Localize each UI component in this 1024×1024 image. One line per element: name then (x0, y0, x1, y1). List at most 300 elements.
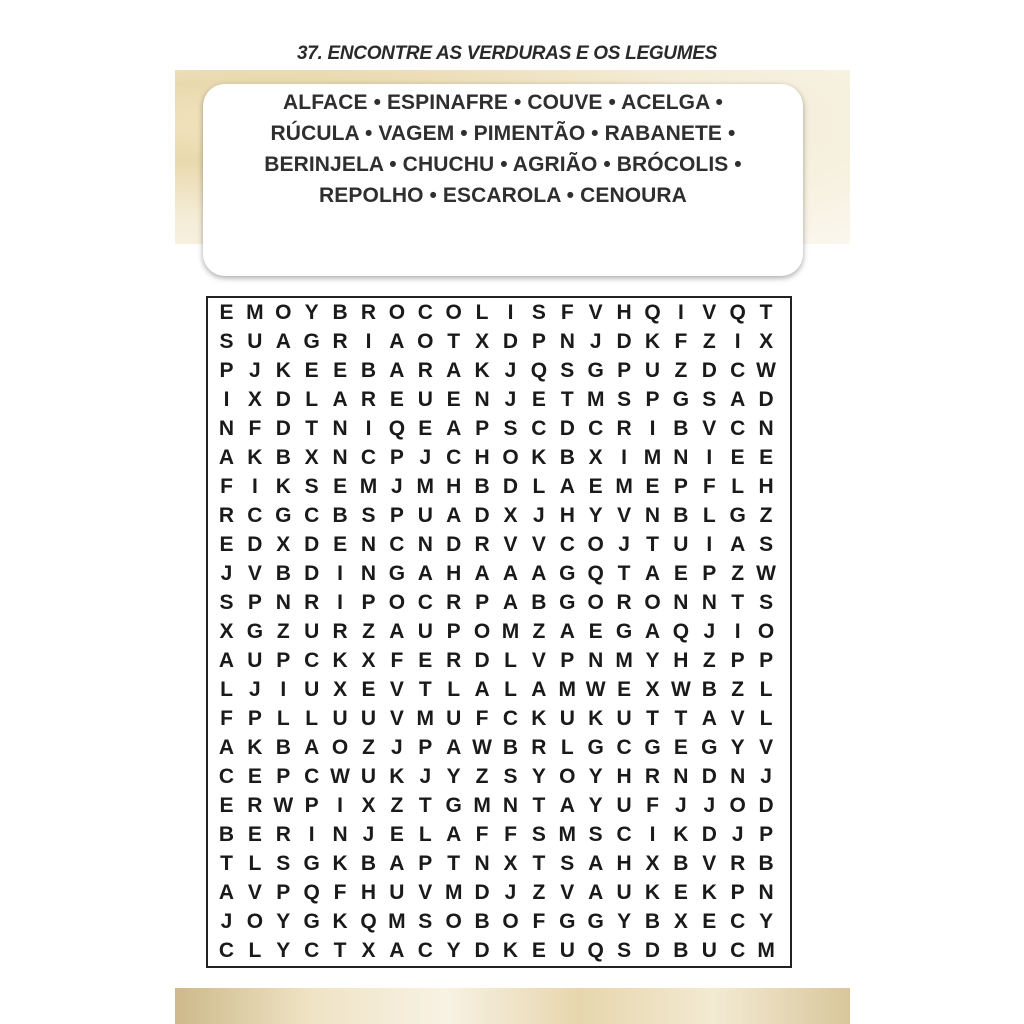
grid-letter[interactable]: E (730, 446, 745, 469)
grid-letter[interactable]: D (758, 794, 774, 817)
grid-letter[interactable]: Z (731, 562, 745, 585)
grid-letter[interactable]: U (304, 620, 320, 643)
grid-letter[interactable]: P (304, 794, 319, 817)
grid-letter[interactable]: C (247, 504, 263, 527)
grid-letter[interactable]: I (365, 330, 372, 353)
grid-letter[interactable]: Y (730, 736, 745, 759)
grid-letter[interactable]: K (247, 446, 263, 469)
grid-letter[interactable]: F (532, 910, 546, 933)
grid-letter[interactable]: C (531, 417, 547, 440)
grid-letter[interactable]: Q (587, 939, 604, 962)
grid-letter[interactable]: F (333, 881, 347, 904)
grid-letter[interactable]: G (559, 562, 576, 585)
grid-letter[interactable]: Y (588, 504, 603, 527)
grid-letter[interactable]: E (759, 446, 774, 469)
grid-letter[interactable]: J (618, 533, 630, 556)
grid-letter[interactable]: A (446, 736, 462, 759)
grid-letter[interactable]: O (587, 591, 604, 614)
grid-letter[interactable]: Z (362, 620, 375, 643)
grid-letter[interactable]: T (646, 533, 659, 556)
grid-letter[interactable]: G (275, 504, 292, 527)
grid-letter[interactable]: L (305, 388, 319, 411)
grid-letter[interactable]: E (219, 794, 234, 817)
grid-letter[interactable]: E (673, 562, 688, 585)
grid-letter[interactable]: Q (303, 881, 320, 904)
grid-letter[interactable]: Q (388, 417, 406, 440)
grid-letter[interactable]: C (417, 939, 433, 962)
grid-letter[interactable]: M (558, 678, 577, 701)
grid-letter[interactable]: A (730, 533, 746, 556)
grid-letter[interactable]: L (305, 707, 319, 730)
grid-letter[interactable]: P (361, 591, 376, 614)
grid-letter[interactable]: K (474, 359, 490, 382)
grid-letter[interactable]: E (446, 388, 461, 411)
grid-letter[interactable]: O (729, 794, 746, 817)
grid-letter[interactable]: L (248, 939, 262, 962)
grid-letter[interactable]: R (360, 301, 377, 324)
grid-letter[interactable]: I (621, 446, 628, 469)
grid-letter[interactable]: L (759, 678, 773, 701)
grid-letter[interactable]: U (644, 359, 661, 382)
grid-letter[interactable]: V (389, 678, 404, 701)
grid-letter[interactable]: I (251, 475, 258, 498)
grid-letter[interactable]: N (332, 823, 348, 846)
grid-letter[interactable]: Y (645, 649, 660, 672)
grid-letter[interactable]: I (649, 417, 656, 440)
grid-letter[interactable]: B (644, 910, 661, 933)
grid-letter[interactable]: X (588, 446, 603, 469)
grid-letter[interactable]: Q (729, 301, 746, 324)
grid-letter[interactable]: I (677, 301, 684, 324)
grid-letter[interactable]: I (706, 446, 713, 469)
grid-letter[interactable]: V (560, 881, 575, 904)
grid-letter[interactable]: T (532, 852, 546, 875)
grid-letter[interactable]: V (247, 881, 262, 904)
grid-letter[interactable]: E (219, 301, 234, 324)
grid-letter[interactable]: C (616, 736, 632, 759)
grid-letter[interactable]: H (673, 649, 689, 672)
grid-letter[interactable]: C (218, 939, 235, 962)
grid-letter[interactable]: V (531, 533, 546, 556)
grid-letter[interactable]: H (446, 562, 462, 585)
grid-letter[interactable]: U (247, 649, 263, 672)
grid-letter[interactable]: U (701, 939, 717, 962)
grid-letter[interactable]: I (365, 417, 372, 440)
grid-letter[interactable]: B (673, 417, 689, 440)
grid-letter[interactable]: L (418, 823, 432, 846)
grid-letter[interactable]: I (308, 823, 315, 846)
grid-letter[interactable]: D (275, 388, 291, 411)
grid-letter[interactable]: B (474, 910, 490, 933)
grid-letter[interactable]: P (247, 591, 262, 614)
grid-letter[interactable]: T (418, 794, 432, 817)
grid-letter[interactable]: H (758, 475, 774, 498)
grid-letter[interactable]: R (446, 649, 462, 672)
grid-letter[interactable]: C (417, 591, 433, 614)
grid-letter[interactable]: Z (532, 620, 546, 643)
grid-letter[interactable]: N (474, 388, 490, 411)
grid-letter[interactable]: S (503, 417, 518, 440)
grid-letter[interactable]: L (220, 678, 233, 701)
grid-letter[interactable]: H (360, 881, 377, 904)
grid-letter[interactable]: Z (532, 881, 546, 904)
grid-letter[interactable]: Q (672, 620, 690, 643)
grid-letter[interactable]: P (446, 620, 461, 643)
grid-letter[interactable]: J (533, 504, 545, 527)
grid-letter[interactable]: J (589, 330, 602, 353)
grid-letter[interactable]: K (644, 881, 661, 904)
grid-letter[interactable]: O (445, 301, 462, 324)
grid-letter[interactable]: D (474, 939, 490, 962)
grid-letter[interactable]: K (502, 939, 519, 962)
grid-letter[interactable]: R (332, 620, 348, 643)
grid-letter[interactable]: A (218, 881, 235, 904)
grid-letter[interactable]: B (218, 823, 235, 846)
grid-letter[interactable]: E (333, 475, 348, 498)
grid-letter[interactable]: B (531, 591, 547, 614)
grid-letter[interactable]: G (701, 736, 718, 759)
grid-letter[interactable]: B (474, 475, 490, 498)
grid-letter[interactable]: R (616, 417, 632, 440)
grid-letter[interactable]: X (503, 504, 518, 527)
grid-letter[interactable]: D (474, 649, 490, 672)
grid-letter[interactable]: S (702, 388, 717, 411)
grid-letter[interactable]: R (616, 591, 632, 614)
grid-letter[interactable]: V (759, 736, 774, 759)
grid-letter[interactable]: K (389, 765, 405, 788)
grid-letter[interactable]: D (701, 359, 717, 382)
grid-letter[interactable]: F (646, 794, 659, 817)
grid-letter[interactable]: T (560, 388, 574, 411)
grid-letter[interactable]: L (731, 475, 745, 498)
grid-letter[interactable]: W (330, 765, 350, 788)
grid-letter[interactable]: P (389, 504, 404, 527)
grid-letter[interactable]: F (220, 707, 233, 730)
grid-letter[interactable]: E (673, 881, 688, 904)
grid-letter[interactable]: Z (276, 620, 290, 643)
grid-letter[interactable]: D (701, 765, 717, 788)
grid-letter[interactable]: T (305, 417, 319, 440)
grid-letter[interactable]: T (418, 678, 432, 701)
grid-letter[interactable]: E (588, 475, 603, 498)
grid-letter[interactable]: K (673, 823, 689, 846)
grid-letter[interactable]: X (645, 852, 660, 875)
grid-letter[interactable]: F (702, 475, 716, 498)
grid-letter[interactable]: O (417, 330, 434, 353)
grid-letter[interactable]: T (674, 707, 688, 730)
grid-letter[interactable]: M (757, 939, 775, 962)
grid-letter[interactable]: X (247, 388, 262, 411)
grid-letter[interactable]: J (391, 475, 403, 498)
grid-letter[interactable]: P (531, 330, 546, 353)
grid-letter[interactable]: R (417, 359, 433, 382)
grid-letter[interactable]: U (417, 388, 433, 411)
grid-letter[interactable]: A (588, 852, 604, 875)
grid-letter[interactable]: L (248, 852, 262, 875)
grid-letter[interactable]: N (673, 591, 689, 614)
grid-letter[interactable]: W (756, 562, 776, 585)
grid-letter[interactable]: R (644, 765, 661, 788)
grid-letter[interactable]: U (616, 881, 632, 904)
grid-letter[interactable]: E (531, 939, 546, 962)
grid-letter[interactable]: G (587, 910, 604, 933)
grid-letter[interactable]: I (507, 301, 514, 324)
grid-letter[interactable]: Z (731, 678, 745, 701)
grid-letter[interactable]: O (388, 591, 406, 614)
grid-letter[interactable]: M (615, 649, 633, 672)
grid-letter[interactable]: G (644, 736, 661, 759)
grid-letter[interactable]: S (219, 591, 234, 614)
grid-letter[interactable]: E (588, 620, 603, 643)
grid-letter[interactable]: A (332, 388, 348, 411)
grid-letter[interactable]: E (247, 765, 262, 788)
grid-letter[interactable]: K (332, 852, 348, 875)
grid-letter[interactable]: P (673, 475, 688, 498)
grid-letter[interactable]: W (273, 794, 294, 817)
grid-letter[interactable]: V (531, 649, 546, 672)
grid-letter[interactable]: J (220, 910, 233, 933)
grid-letter[interactable]: M (558, 823, 577, 846)
grid-letter[interactable]: T (617, 562, 631, 585)
grid-letter[interactable]: H (559, 504, 575, 527)
grid-letter[interactable]: N (701, 591, 717, 614)
grid-letter[interactable]: Y (531, 765, 546, 788)
grid-letter[interactable]: C (304, 939, 320, 962)
grid-letter[interactable]: D (559, 417, 575, 440)
grid-letter[interactable]: Z (362, 736, 375, 759)
grid-letter[interactable]: C (588, 417, 604, 440)
grid-letter[interactable]: U (389, 881, 405, 904)
grid-letter[interactable]: I (734, 330, 741, 353)
grid-letter[interactable]: P (560, 649, 575, 672)
grid-letter[interactable]: R (218, 504, 235, 527)
grid-letter[interactable]: N (360, 533, 377, 556)
grid-letter[interactable]: U (616, 707, 632, 730)
grid-letter[interactable]: G (729, 504, 746, 527)
grid-letter[interactable]: J (419, 446, 432, 469)
grid-letter[interactable]: G (303, 330, 320, 353)
grid-letter[interactable]: A (531, 562, 547, 585)
grid-letter[interactable]: B (673, 504, 689, 527)
grid-letter[interactable]: O (502, 446, 519, 469)
grid-letter[interactable]: F (248, 417, 262, 440)
grid-letter[interactable]: C (730, 359, 746, 382)
grid-letter[interactable]: M (586, 388, 605, 411)
grid-letter[interactable]: M (416, 707, 435, 730)
grid-letter[interactable]: A (218, 736, 235, 759)
grid-letter[interactable]: L (504, 649, 517, 672)
grid-letter[interactable]: K (531, 707, 547, 730)
grid-letter[interactable]: P (730, 881, 745, 904)
grid-letter[interactable]: I (649, 823, 656, 846)
grid-letter[interactable]: E (645, 475, 660, 498)
grid-letter[interactable]: N (673, 446, 689, 469)
grid-letter[interactable]: A (474, 562, 490, 585)
grid-letter[interactable]: K (531, 446, 547, 469)
grid-letter[interactable]: B (275, 736, 291, 759)
grid-letter[interactable]: K (588, 707, 604, 730)
grid-letter[interactable]: M (416, 475, 435, 498)
grid-letter[interactable]: G (587, 736, 604, 759)
grid-letter[interactable]: M (615, 475, 633, 498)
grid-letter[interactable]: J (391, 736, 403, 759)
grid-letter[interactable]: I (734, 620, 741, 643)
grid-letter[interactable]: H (616, 301, 632, 324)
grid-letter[interactable]: U (304, 678, 320, 701)
grid-letter[interactable]: U (247, 330, 263, 353)
grid-letter[interactable]: U (616, 794, 632, 817)
grid-letter[interactable]: C (417, 301, 433, 324)
grid-letter[interactable]: C (730, 910, 746, 933)
grid-letter[interactable]: S (617, 388, 632, 411)
grid-letter[interactable]: T (646, 707, 659, 730)
grid-letter[interactable]: L (759, 707, 773, 730)
grid-letter[interactable]: I (706, 533, 713, 556)
grid-letter[interactable]: X (361, 794, 376, 817)
grid-letter[interactable]: G (615, 620, 633, 643)
grid-letter[interactable]: C (446, 446, 462, 469)
grid-letter[interactable]: S (617, 939, 632, 962)
grid-letter[interactable]: A (588, 881, 604, 904)
grid-letter[interactable]: O (644, 591, 661, 614)
grid-letter[interactable]: D (644, 939, 661, 962)
grid-letter[interactable]: X (219, 620, 234, 643)
grid-letter[interactable]: K (701, 881, 717, 904)
grid-letter[interactable]: C (304, 504, 320, 527)
grid-letter[interactable]: X (304, 446, 319, 469)
grid-letter[interactable]: N (360, 562, 377, 585)
grid-letter[interactable]: F (560, 301, 574, 324)
grid-letter[interactable]: O (559, 765, 576, 788)
grid-letter[interactable]: U (360, 765, 377, 788)
grid-letter[interactable]: U (559, 939, 575, 962)
grid-letter[interactable]: H (616, 852, 632, 875)
grid-letter[interactable]: R (474, 533, 490, 556)
grid-letter[interactable]: V (730, 707, 745, 730)
grid-letter[interactable]: N (758, 881, 774, 904)
grid-letter[interactable]: A (531, 678, 547, 701)
grid-letter[interactable]: Y (446, 939, 461, 962)
grid-letter[interactable]: U (559, 707, 575, 730)
grid-letter[interactable]: A (304, 736, 320, 759)
grid-letter[interactable]: P (247, 707, 262, 730)
grid-letter[interactable]: S (276, 852, 291, 875)
grid-letter[interactable]: B (758, 852, 774, 875)
grid-letter[interactable]: N (275, 591, 291, 614)
grid-letter[interactable]: P (759, 823, 774, 846)
grid-letter[interactable]: Y (304, 301, 319, 324)
grid-letter[interactable]: F (674, 330, 688, 353)
grid-letter[interactable]: C (730, 939, 746, 962)
grid-letter[interactable]: P (276, 649, 291, 672)
grid-letter[interactable]: D (247, 533, 263, 556)
grid-letter[interactable]: D (616, 330, 632, 353)
grid-letter[interactable]: K (644, 330, 661, 353)
grid-letter[interactable]: E (673, 736, 688, 759)
grid-letter[interactable]: A (701, 707, 717, 730)
grid-letter[interactable]: N (559, 330, 575, 353)
grid-letter[interactable]: C (616, 823, 632, 846)
grid-letter[interactable]: A (502, 562, 519, 585)
grid-letter[interactable]: P (702, 562, 717, 585)
grid-letter[interactable]: S (361, 504, 376, 527)
grid-letter[interactable]: P (475, 417, 490, 440)
grid-letter[interactable]: L (504, 678, 517, 701)
grid-letter[interactable]: A (559, 620, 575, 643)
grid-letter[interactable]: Q (644, 301, 661, 324)
grid-letter[interactable]: O (331, 736, 349, 759)
grid-letter[interactable]: F (504, 823, 517, 846)
grid-letter[interactable]: P (276, 765, 291, 788)
grid-letter[interactable]: E (361, 678, 376, 701)
grid-letter[interactable]: Z (475, 765, 489, 788)
grid-letter[interactable]: Z (702, 330, 716, 353)
grid-letter[interactable]: H (616, 765, 632, 788)
grid-letter[interactable]: N (417, 533, 433, 556)
grid-letter[interactable]: C (730, 417, 746, 440)
grid-letter[interactable]: T (333, 939, 347, 962)
grid-letter[interactable]: P (219, 359, 234, 382)
grid-letter[interactable]: D (502, 475, 519, 498)
grid-letter[interactable]: O (587, 533, 604, 556)
grid-letter[interactable]: J (760, 765, 772, 788)
grid-letter[interactable]: G (672, 388, 690, 411)
grid-letter[interactable]: N (644, 504, 661, 527)
grid-letter[interactable]: M (643, 446, 662, 469)
grid-letter[interactable]: W (472, 736, 492, 759)
grid-letter[interactable]: G (388, 562, 406, 585)
grid-letter[interactable]: B (559, 446, 575, 469)
grid-letter[interactable]: P (730, 649, 745, 672)
grid-letter[interactable]: S (759, 533, 774, 556)
grid-letter[interactable]: A (730, 388, 746, 411)
grid-letter[interactable]: E (247, 823, 262, 846)
grid-letter[interactable]: C (360, 446, 377, 469)
grid-letter[interactable]: F (390, 649, 404, 672)
grid-letter[interactable]: X (645, 678, 660, 701)
grid-letter[interactable]: A (446, 504, 462, 527)
grid-letter[interactable]: J (504, 359, 517, 382)
grid-letter[interactable]: A (446, 359, 462, 382)
grid-letter[interactable]: O (275, 301, 292, 324)
grid-letter[interactable]: B (332, 504, 348, 527)
grid-letter[interactable]: V (247, 562, 262, 585)
grid-letter[interactable]: Z (759, 504, 773, 527)
grid-letter[interactable]: J (731, 823, 744, 846)
grid-letter[interactable]: J (504, 388, 517, 411)
grid-letter[interactable]: S (219, 330, 234, 353)
grid-letter[interactable]: D (502, 330, 519, 353)
grid-letter[interactable]: J (249, 359, 261, 382)
grid-letter[interactable]: E (531, 388, 546, 411)
grid-letter[interactable]: C (304, 765, 320, 788)
grid-letter[interactable]: F (220, 475, 233, 498)
grid-letter[interactable]: K (332, 910, 348, 933)
grid-letter[interactable]: O (445, 910, 462, 933)
grid-letter[interactable]: V (503, 533, 518, 556)
grid-letter[interactable]: G (559, 591, 576, 614)
grid-letter[interactable]: U (446, 707, 462, 730)
grid-letter[interactable]: Y (276, 939, 291, 962)
grid-letter[interactable]: D (304, 562, 320, 585)
grid-letter[interactable]: A (389, 620, 405, 643)
grid-letter[interactable]: L (532, 475, 546, 498)
grid-letter[interactable]: U (332, 707, 348, 730)
grid-letter[interactable]: N (474, 852, 490, 875)
grid-letter[interactable]: Z (674, 359, 688, 382)
grid-letter[interactable]: V (389, 707, 404, 730)
grid-letter[interactable]: I (337, 794, 344, 817)
